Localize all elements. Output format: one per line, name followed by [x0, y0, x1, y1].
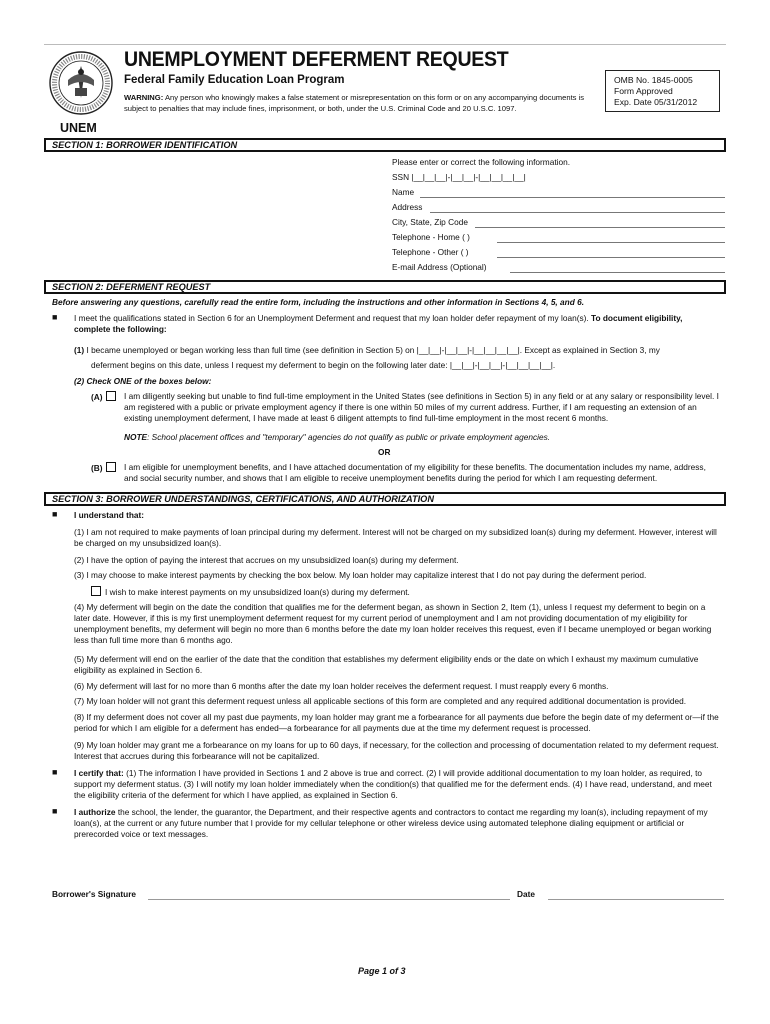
option-a-label: (A)	[91, 391, 120, 403]
understanding-1: (1) I am not required to make payments of loan principal during my deferment. Interest will not be charged on my subsidized loan(s) during my deferment. However, interest will be charged on my unsubsidized loan(s).	[74, 527, 717, 548]
city-state-zip-label: City, State, Zip Code	[392, 217, 468, 227]
certify-text: (1) The information I have provided in Sections 1 and 2 above is true and correct. (2) I will provide additional documentation to my loan holder, as required, to support my deferment status. (3) I will notify my loan holder immediately when the condition(s) that qualified me for the deferment ends. (4) I have read, understand, and meet the eligibility criteria of the deferment for which I have applied, as explained in Section 6.	[74, 768, 712, 800]
option-a-checkbox[interactable]	[106, 391, 116, 401]
understanding-2: (2) I have the option of paying the interest that accrues on my unsubsidized loan(s) during my deferment.	[74, 555, 459, 565]
or-separator: OR	[378, 447, 391, 457]
date-field[interactable]	[548, 899, 724, 900]
option-b-text: I am eligible for unemployment benefits, and I have attached documentation of my eligibility for these benefits. The documentation includes my name, address, and social security number, and shows that I am eligible to receive unemployment benefits during the period for which I am requesting deferment.	[124, 462, 706, 483]
form-approved: Form Approved	[614, 86, 673, 96]
interest-payment-checkbox[interactable]	[91, 586, 101, 596]
note	[124, 432, 550, 443]
telephone-other-label: Telephone - Other ( )	[392, 247, 469, 257]
note-text: : School placement offices and "temporary" agencies do not qualify as public or private employment agencies.	[147, 432, 551, 442]
option-b-label: (B)	[91, 462, 120, 474]
bullet: ■	[52, 767, 58, 777]
certify-label: I certify that:	[74, 768, 124, 778]
address-input[interactable]	[430, 212, 725, 213]
telephone-other-input[interactable]	[497, 257, 725, 258]
item-1-number: (1)	[74, 345, 85, 355]
section-2-instructions: Before answering any questions, carefully read the entire form, including the instructions and other information in Sections 4, 5, and 6.	[52, 297, 585, 307]
bullet: ■	[52, 806, 58, 816]
page-number: Page 1 of 3	[358, 966, 406, 976]
email-input[interactable]	[510, 272, 725, 273]
section-2-heading: SECTION 2: DEFERMENT REQUEST	[44, 280, 726, 294]
understanding-5: (5) My deferment will end on the earlier of the date that the condition that establishes my deferment eligibility ends or the date on which I exhaust my maximum cumulative eligibility as explained in Section 6.	[74, 654, 699, 675]
option-b-checkbox[interactable]	[106, 462, 116, 472]
omb-box	[605, 70, 720, 112]
understanding-3: (3) I may choose to make interest payments by checking the box below. My loan holder may capitalize interest that I do not pay during the deferment period.	[74, 570, 647, 580]
telephone-home-input[interactable]	[497, 242, 725, 243]
authorize-label: I authorize	[74, 807, 116, 817]
understanding-6: (6) My deferment will last for no more than 6 months after the date my loan holder receives the deferment request. I must reapply every 6 months.	[74, 681, 609, 691]
option-a-text: I am diligently seeking but unable to find full-time employment in the United States (see definitions in Section 5) in any field or at any salary or responsibility level. I am registered with a public or private employment agency if there is one within 50 miles of my current address. Further, if I am requesting an extension of an existing unemployment deferment, I have made at least 6 diligent attempts to find full-time employment in the most recent 6 months.	[124, 391, 719, 423]
signature-label: Borrower's Signature	[52, 889, 137, 899]
certification	[74, 768, 720, 801]
understanding-8: (8) If my deferment does not cover all my past due payments, my loan holder may grant me a forbearance for all payments due before the begin date of my deferment or—if the period for which I am eligible for a deferment has ended—a forbearance for all payments due at the time my deferment request is processed.	[74, 712, 719, 733]
name-input[interactable]	[420, 197, 725, 198]
interest-payment-text: I wish to make interest payments on my unsubsidized loan(s) during my deferment.	[105, 587, 410, 597]
warning-label: WARNING:	[124, 93, 164, 102]
warning-body: Any person who knowingly makes a false statement or misrepresentation on this form or on any accompanying documents is subject to penalties that may include fines, imprisonment, or both, under the U.S. Criminal Code and 20 U.S.C. 1097.	[124, 93, 585, 113]
item-1-continued[interactable]: deferment begins on this date, unless I request my deferment to begin on the following later date: |__|__|-|__|__|-|__|__|__|__|.	[91, 360, 556, 370]
authorize-text: the school, the lender, the guarantor, the Department, and their respective agents and contractors to contact me regarding my loan(s), including repayment of my loan(s), at the current or any future number that I provide for my cellular telephone or other wireless device using automated telephone dialing equipment or artificial or prerecorded voice or text messages.	[74, 807, 708, 839]
department-of-education-seal	[48, 50, 114, 116]
section-3-heading: SECTION 3: BORROWER UNDERSTANDINGS, CERTIFICATIONS, AND AUTHORIZATION	[44, 492, 726, 506]
qualification-statement	[74, 313, 714, 335]
understanding-4: (4) My deferment will begin on the date the condition that qualifies me for the deferment began, as shown in Section 2, Item (1), unless I request my deferment to begin on a later date. However, if this is my first unemployment deferment request for my current period of unemployment and I am not providing documentation of my eligibility for unemployment benefits, my deferment will begin no more than 6 months before the date my loan holder receives this request, even if I became unemployed or began working less than full time more than 6 months ago.	[74, 602, 712, 645]
date-label: Date	[517, 889, 535, 899]
understand-heading: I understand that:	[74, 510, 145, 520]
section-1-intro: Please enter or correct the following information.	[392, 157, 571, 167]
section-1-heading: SECTION 1: BORROWER IDENTIFICATION	[44, 138, 726, 152]
signature-field[interactable]	[148, 899, 510, 900]
omb-number: OMB No. 1845-0005	[614, 75, 693, 85]
email-label: E-mail Address (Optional)	[392, 262, 487, 272]
bullet: ■	[52, 509, 58, 519]
form-code: UNEM	[60, 121, 97, 135]
qualification-text: I meet the qualifications stated in Section 6 for an Unemployment Deferment and request that my loan holder defer repayment of my loan(s).	[74, 313, 589, 323]
address-label: Address	[392, 202, 423, 212]
name-label: Name	[392, 187, 415, 197]
bullet: ■	[52, 312, 58, 322]
expiration-date: Exp. Date 05/31/2012	[614, 97, 698, 107]
top-rule	[44, 44, 726, 45]
understanding-7: (7) My loan holder will not grant this deferment request unless all applicable sections of this form are completed and any required additional documentation is provided.	[74, 696, 687, 706]
form-title: UNEMPLOYMENT DEFERMENT REQUEST	[124, 48, 509, 71]
program-name: Federal Family Education Loan Program	[124, 74, 345, 86]
note-label: NOTE	[124, 432, 148, 442]
item-2-heading: (2) Check ONE of the boxes below:	[74, 376, 212, 386]
qualification-bold: To document eligibility, complete the following:	[74, 313, 683, 334]
item-1-text[interactable]: I became unemployed or began working less than full time (see definition in Section 5) on |__|__|-|__|__|-|__|__|__|__|. Except as explained in Section 3, my	[86, 345, 660, 355]
city-state-zip-input[interactable]	[475, 227, 725, 228]
warning-text	[124, 93, 604, 114]
understanding-9: (9) My loan holder may grant me a forbearance on my loans for up to 60 days, if necessary, for the collection and processing of documentation related to my deferment request. Interest that accrues during this forbearance will not be capitalized.	[74, 740, 719, 761]
interest-payment-option	[88, 586, 410, 598]
telephone-home-label: Telephone - Home ( )	[392, 232, 470, 242]
item-1	[74, 345, 660, 356]
authorization	[74, 807, 720, 840]
ssn-field[interactable]: SSN |__|__|__|-|__|__|-|__|__|__|__|	[392, 172, 526, 182]
